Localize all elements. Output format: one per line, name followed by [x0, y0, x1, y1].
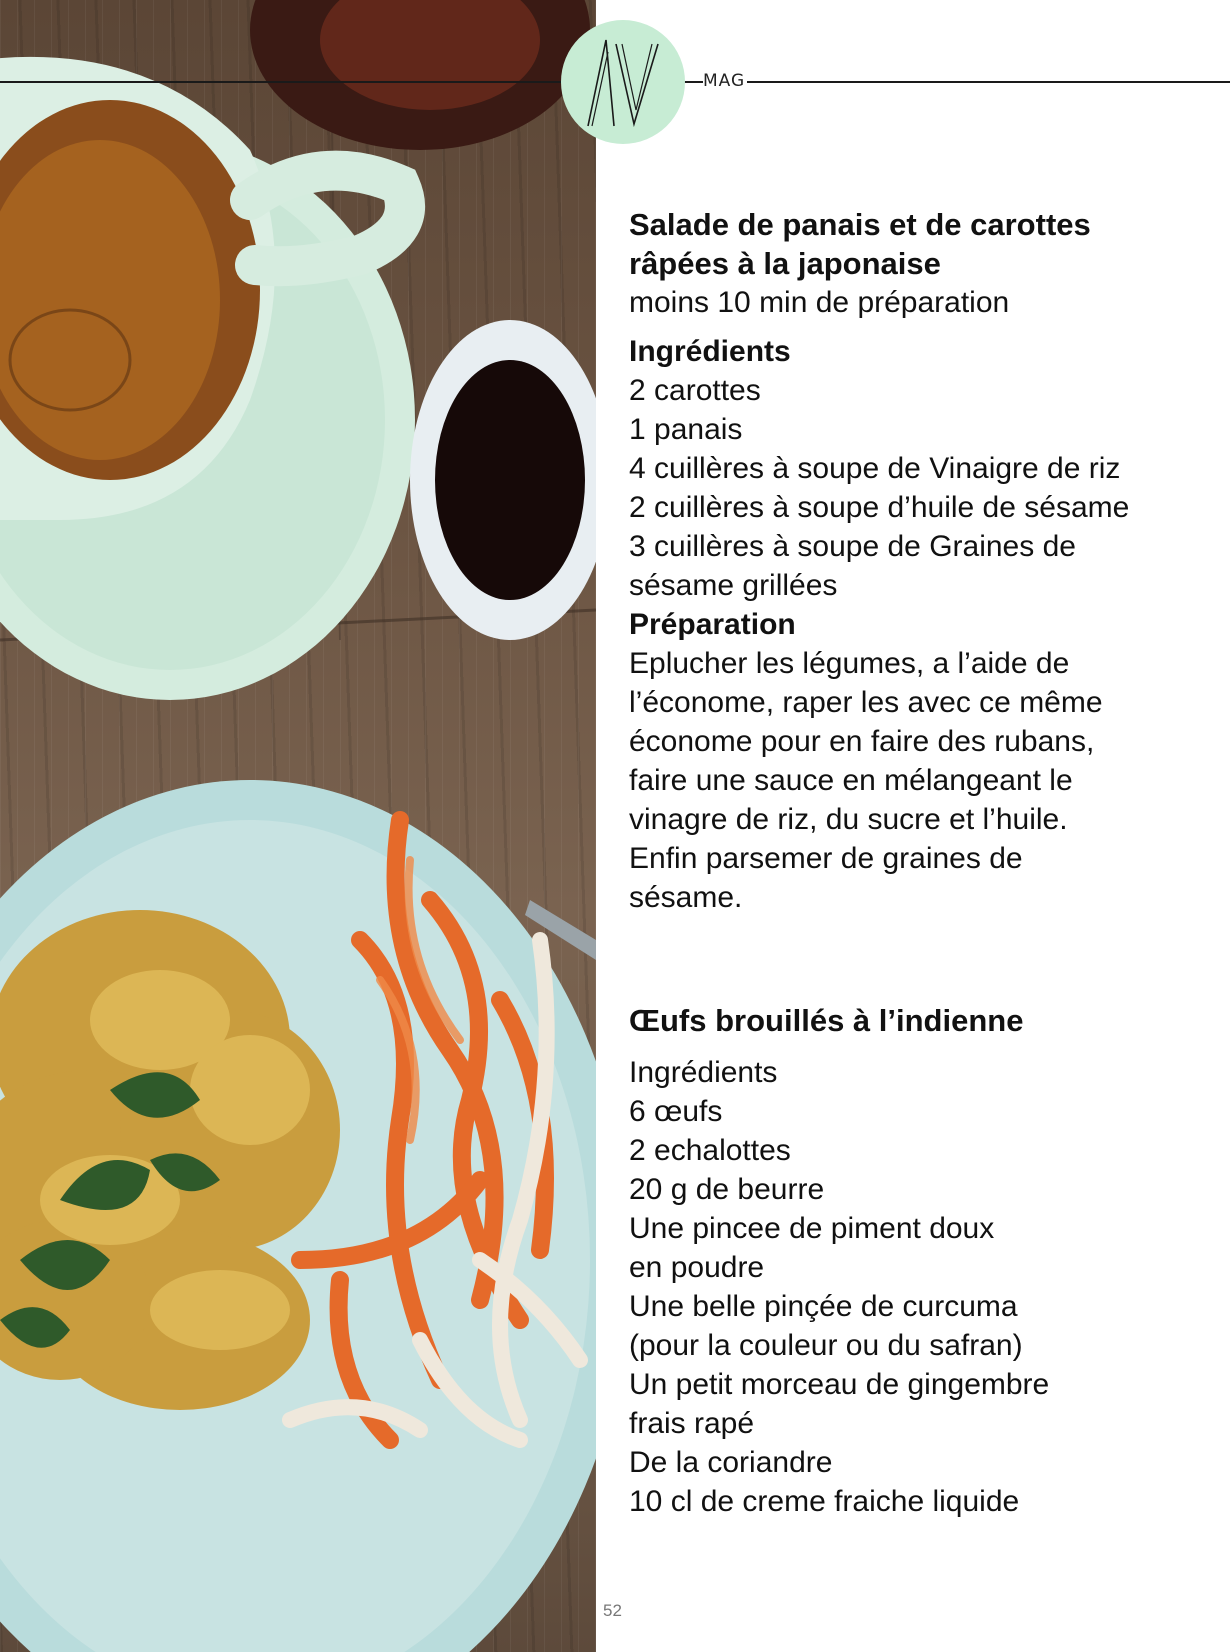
ingredient-line: sésame grillées	[629, 569, 838, 602]
ingredient-line: 20 g de beurre	[629, 1173, 825, 1206]
ingredient-line: 2 carottes	[629, 374, 761, 407]
ingredient-line: De la coriandre	[629, 1446, 833, 1479]
recipe-1-title-line-2: râpées à la japonaise	[629, 246, 941, 281]
preparation-line: vinagre de riz, du sucre et l’huile.	[629, 803, 1068, 836]
preparation-line: Enfin parsemer de graines de	[629, 842, 1023, 875]
ingredient-line: 3 cuillères à soupe de Graines de	[629, 530, 1076, 563]
food-photo-illustration	[0, 0, 596, 1652]
ingredient-line: frais rapé	[629, 1407, 755, 1440]
preparation-line: l’économe, raper les avec ce même	[629, 686, 1103, 719]
ingredient-line: 10 cl de creme fraiche liquide	[629, 1485, 1020, 1518]
preparation-line: Eplucher les légumes, a l’aide de	[629, 647, 1070, 680]
preparation-line: économe pour en faire des rubans,	[629, 725, 1095, 758]
ingredient-line: (pour la couleur ou du safran)	[629, 1329, 1023, 1362]
recipe-1	[629, 205, 1189, 917]
recipe-1-subtitle: moins 10 min de préparation	[629, 286, 1010, 319]
ingredient-line: en poudre	[629, 1251, 765, 1284]
food-photo	[0, 0, 596, 1652]
recipe-2-ingredients-heading: Ingrédients	[629, 1056, 778, 1089]
brand-suffix: MAG	[703, 71, 746, 91]
ingredient-line: 1 panais	[629, 413, 743, 446]
ingredient-line: 4 cuillères à soupe de Vinaigre de riz	[629, 452, 1121, 485]
ingredient-line: Une belle pinçée de curcuma	[629, 1290, 1018, 1323]
recipe-1-title-line-1: Salade de panais et de carottes	[629, 207, 1091, 242]
recipe-2	[629, 1001, 1189, 1521]
ingredient-line: 2 cuillères à soupe d’huile de sésame	[629, 491, 1130, 524]
ingredient-line: Une pincee de piment doux	[629, 1212, 995, 1245]
brand-logo-icon	[586, 38, 662, 128]
page-number: 52	[603, 1601, 622, 1620]
ingredient-line: 6 œufs	[629, 1095, 723, 1128]
recipe-1-preparation-heading: Préparation	[629, 608, 796, 641]
ingredient-line: Un petit morceau de gingembre	[629, 1368, 1050, 1401]
recipe-1-ingredients-heading: Ingrédients	[629, 335, 791, 368]
preparation-line: faire une sauce en mélangeant le	[629, 764, 1073, 797]
ingredient-line: 2 echalottes	[629, 1134, 791, 1167]
preparation-line: sésame.	[629, 881, 743, 914]
recipe-2-title: Œufs brouillés à l’indienne	[629, 1003, 1024, 1038]
